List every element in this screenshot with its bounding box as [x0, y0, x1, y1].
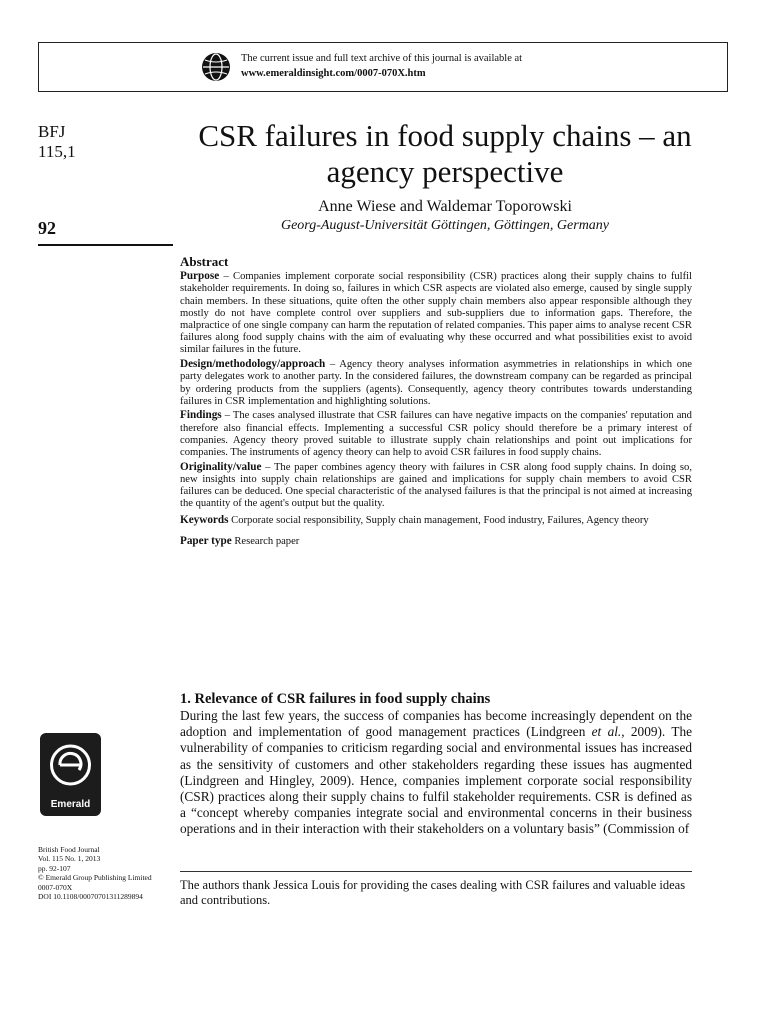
- section-1-text-a: During the last few years, the success of companies has become increasingly dependent on the adoption and implementation of good management practices (Lindgreen: [180, 708, 692, 740]
- publication-info: [38, 845, 178, 901]
- globe-icon: [201, 52, 231, 82]
- design-label: Design/methodology/approach: [180, 358, 326, 371]
- section-1-text-b: , 2009). The vulnerability of companies to criticism regarding social and environmental issues has increased as the sensitivity of customers and other stakeholders regarding these issues has augmented (Lindgreen and Hingley, 2009). Hence, companies implement corporate social responsibility (CSR) practices along their supply chains to fulfil stakeholder requirements. CSR is defined as a “concept whereby companies integrate social and environmental concerns in their business operations and in their interaction with their stakeholders on a voluntary basis” (Commission of: [180, 724, 692, 837]
- abstract: [180, 256, 692, 549]
- abstract-originality: [180, 461, 692, 511]
- abstract-heading: Abstract: [180, 254, 229, 269]
- pub-doi: DOI 10.1108/00070701311289894: [38, 892, 143, 902]
- acknowledgement-footnote: The authors thank Jessica Louis for providing the cases dealing with CSR failures and valuable ideas and contributions.: [180, 878, 686, 907]
- paper-title: CSR failures in food supply chains – an agency perspective: [198, 118, 692, 189]
- emerald-e-icon: [40, 737, 101, 799]
- affiliation: Georg-August-Universität Göttingen, Göttingen, Germany: [280, 218, 610, 233]
- pub-issn: 0007-070X: [38, 882, 73, 892]
- section-1-heading: 1. Relevance of CSR failures in food supply chains: [180, 691, 491, 707]
- et-al: et al.: [591, 724, 622, 740]
- papertype-label: Paper type: [180, 534, 232, 547]
- originality-label: Originality/value: [180, 460, 262, 473]
- findings-text: – The cases analysed illustrate that CSR failures can have negative impacts on the companies' reputation and therefore also financial effects. Implementing a successful CSR policy should therefore be a primary interest of companies. Agency theory proved suitable to illustrate supply chain relationships and point out implications for companies. The instruments of agency theory can help to avoid CSR failures in food supply chains.: [180, 410, 692, 459]
- section-1-paragraph: [180, 708, 692, 838]
- keywords-text: Corporate social responsibility, Supply chain management, Food industry, Failures, Agency theory: [231, 514, 649, 526]
- footnote-divider: [180, 871, 692, 872]
- authors: Anne Wiese and Waldemar Toporowski: [318, 198, 572, 215]
- purpose-label: Purpose: [180, 270, 220, 283]
- purpose-text: – Companies implement corporate social responsibility (CSR) practices along their supply chains to fulfil stakeholder requirements. In doing so, failures in which CSR aspects are violated also emerge, caused by single supply chain members. In these situations, quite often the other supply chain members also appear responsible although they mostly do not have complete control over suppliers and sub-suppliers due to information gaps. Therefore, the malpractice of one single company can harm the reputation of related companies. This paper aims to analyse recent CSR failures along food supply chains with the aim of evaluating why these occurred and what possibilities exist to avoid similar failures in the future.: [180, 271, 692, 356]
- volume-issue: 115,1: [38, 142, 76, 161]
- papertype-text: Research paper: [234, 535, 300, 547]
- archive-text: The current issue and full text archive of this journal is available at: [241, 53, 523, 64]
- page-number: 92: [38, 218, 56, 238]
- abstract-purpose: [180, 270, 692, 356]
- emerald-logo: [40, 733, 101, 816]
- section-1: [180, 691, 692, 838]
- journal-volume-label: [38, 122, 76, 162]
- pub-journal: British Food Journal: [38, 845, 100, 854]
- pub-copyright: © Emerald Group Publishing Limited: [38, 873, 152, 883]
- pub-volume: Vol. 115 No. 1, 2013: [38, 854, 101, 864]
- archive-url[interactable]: www.emeraldinsight.com/0007-070X.htm: [241, 68, 426, 79]
- design-text: – Agency theory analyses information asymmetries in relationships in which one party delegates work to another party. In the considered failures, the downstream company can be regarded as principal by ordering products from the suppliers (agents). Consequently, agency theory contributes towards understanding failures in CSR implementation and highlighting solutions.: [180, 359, 692, 407]
- journal-abbr: BFJ: [38, 122, 66, 141]
- abstract-papertype: [180, 535, 692, 548]
- abstract-keywords: [180, 514, 692, 527]
- abstract-findings: [180, 409, 692, 459]
- logo-label: Emerald: [50, 799, 91, 810]
- journal-archive-banner: [38, 42, 728, 92]
- originality-text: – The paper combines agency theory with failures in CSR along food supply chains. In doing so, new insights into supply chain relationships are gained and implications for supply chain members to avoid CSR failures can be deduced. One special characteristic of the analysed failures is that the principal is not aimed at increasing the quantity of the agent's output but the quality.: [180, 461, 692, 510]
- abstract-design: [180, 358, 692, 408]
- keywords-label: Keywords: [180, 513, 229, 526]
- findings-label: Findings: [180, 409, 222, 422]
- pub-pages: pp. 92-107: [38, 863, 71, 873]
- margin-divider: [38, 244, 173, 246]
